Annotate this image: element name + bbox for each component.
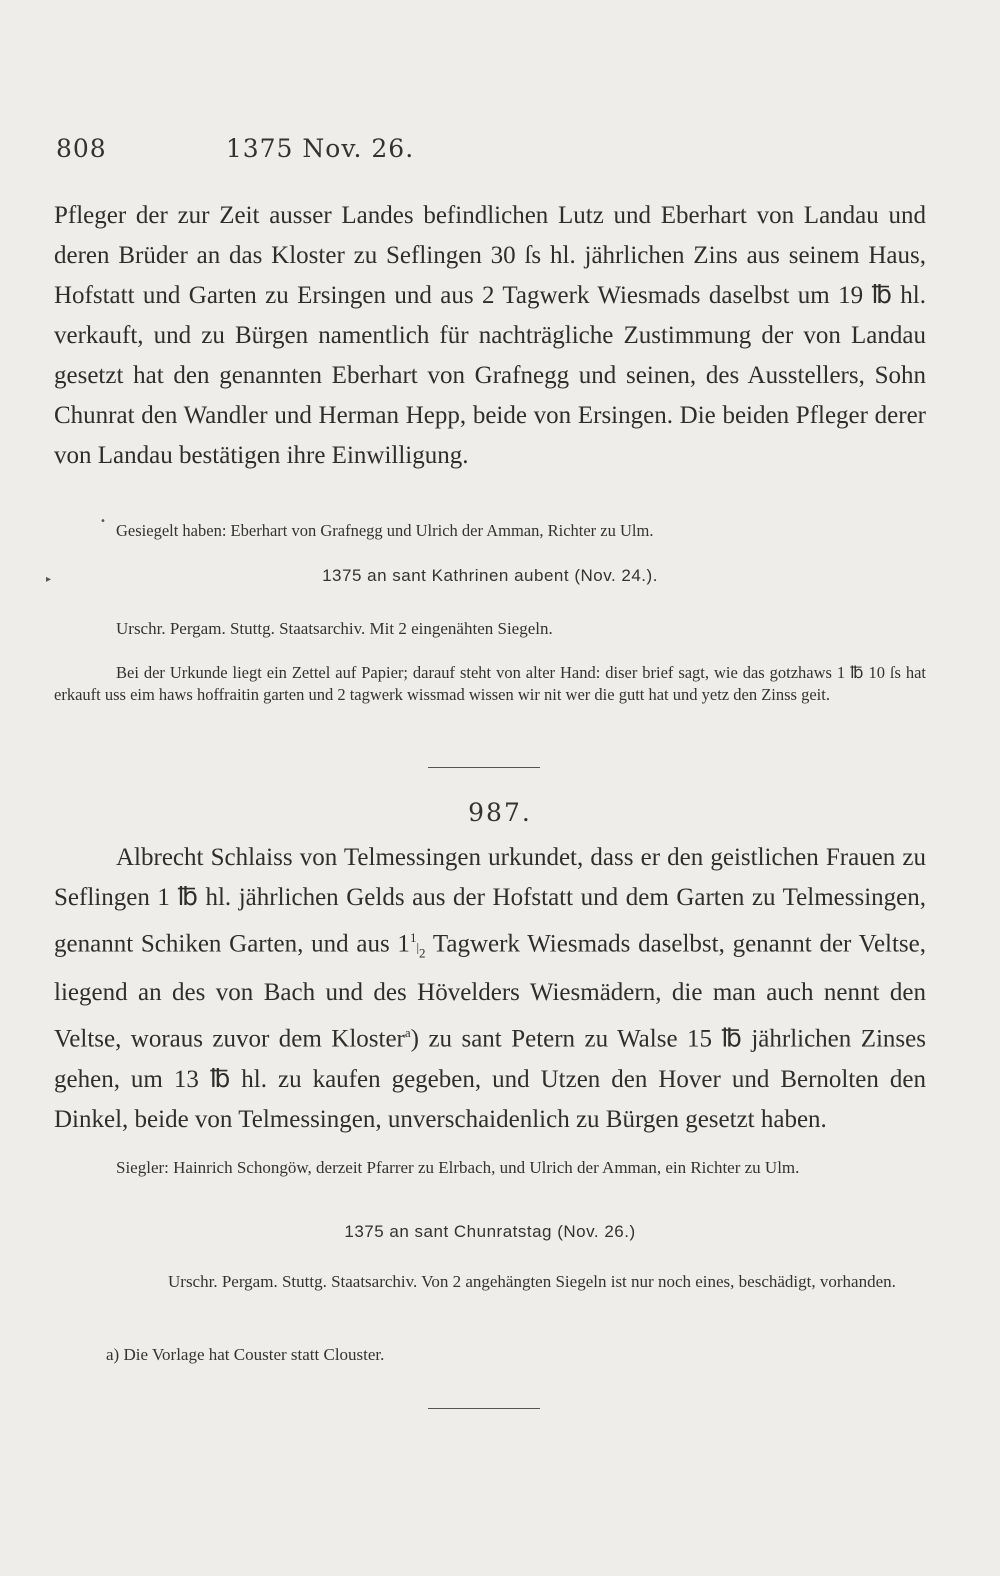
doc987-text-part-b: Tagwerk Wiesmads daselbst, genannt der Veltse, liegend an des von Bach und des Hövelders Wiesmädern, die man auch nennt den Veltse, woraus zuvor dem Kloster <box>54 930 927 1053</box>
doc987-text-part-c: ) zu sant Petern zu Walse 15 ℔ jährlichen Zinses gehen, um 13 ℔ hl. zu kaufen gegeben, und Utzen den Hover und Bernolten den Dinkel, beide von Telmessingen, unverschaidenlich zu Bürgen gesetzt haben. <box>54 1025 926 1133</box>
doc986-seal-note: Gesiegelt haben: Eberhart von Grafnegg und Ulrich der Amman, Richter zu Ulm. <box>116 521 654 540</box>
doc987-footnote: a) Die Vorlage hat Couster statt Clouster. <box>106 1345 385 1364</box>
section-divider-bottom <box>428 1408 540 1409</box>
running-header-date: 1375 Nov. 26. <box>225 134 415 163</box>
doc986-remark: Bei der Urkunde liegt ein Zettel auf Papier; darauf steht von alter Hand: diser brief sagt, wie das gotzhaws 1 ℔ 10 ſs hat erkauft uss eim haws hoffraitin garten und 2 tagwerk wissmad wissen wir nit wer die gutt hat und yetz den Zinss geit. <box>54 663 926 704</box>
doc987-seal-note: Siegler: Hainrich Schongöw, derzeit Pfarrer zu Elrbach, und Ulrich der Amman, ein Richter zu Ulm. <box>116 1158 800 1177</box>
doc987-number: 987. <box>468 798 532 827</box>
footnote-ref: a <box>404 1025 411 1041</box>
fraction-denominator: 2 <box>419 945 426 961</box>
page-number: 808 <box>56 134 107 163</box>
section-divider <box>428 767 540 768</box>
doc987-source: Urschr. Pergam. Stuttg. Staatsarchiv. Von 2 angehängten Siegeln ist nur noch eines, beschädigt, vorhanden. <box>168 1272 896 1291</box>
doc987-text-part-a: Albrecht Schlaiss von Telmessingen urkundet, dass er den geistlichen Frauen zu Seflingen 1 ℔ hl. jährlichen Gelds aus der Hofstatt und dem Garten zu Telmessingen, genannt Schiken Garten, und aus 1 <box>54 844 926 958</box>
doc987-date-line: 1375 an sant Chunratstag (Nov. 26.) <box>344 1222 636 1241</box>
doc986-date-line: 1375 an sant Kathrinen aubent (Nov. 24.). <box>322 566 658 585</box>
fraction-numerator: 1 <box>409 930 417 945</box>
margin-arrow-icon: ▸ <box>46 574 52 585</box>
doc987-text: Albrecht Schlaiss von Telmessingen urkundet, dass er den geistlichen Frauen zu Seflingen 1 ℔ hl. jährlichen Gelds aus der Hofstatt und dem Garten zu Telmessingen, genannt Schiken Garten, und aus $1^1|_2$ Tagwerk Wiesmads daselbst, genannt der Veltse, liegend an des von Bach und des Hövelders Wiesmädern, die man auch nennt den Veltse, woraus zuvor dem Kloster$^a$) zu sant Petern zu Walse 15 ℔ jährlichen Zinses gehen, um 13 ℔ hl. zu kaufen gegeben, und Utzen den Hover und Bernolten den Dinkel, beide von Telmessingen, unverschaidenlich zu Bürgen gesetzt haben. <box>54 844 927 1133</box>
doc986-continuation-text: Pfleger der zur Zeit ausser Landes befindlichen Lutz und Eberhart von Landau und deren Brüder an das Kloster zu Seflingen 30 ſs hl. jährlichen Zins aus seinem Haus, Hofstatt und Garten zu Ersingen und aus 2 Tagwerk Wiesmads daselbst um 19 ℔ hl. verkauft, und zu Bürgen namentlich für nachträgliche Zustimmung der von Landau gesetzt hat den genannten Eberhart von Grafnegg und seinen, des Ausstellers, Sohn Chunrat den Wandler und Herman Hepp, beide von Ersingen. Die beiden Pfleger derer von Landau bestätigen ihre Einwilligung. <box>54 202 926 469</box>
margin-mark: • <box>100 516 106 527</box>
doc986-source: Urschr. Pergam. Stuttg. Staatsarchiv. Mit 2 eingenähten Siegeln. <box>116 619 553 638</box>
